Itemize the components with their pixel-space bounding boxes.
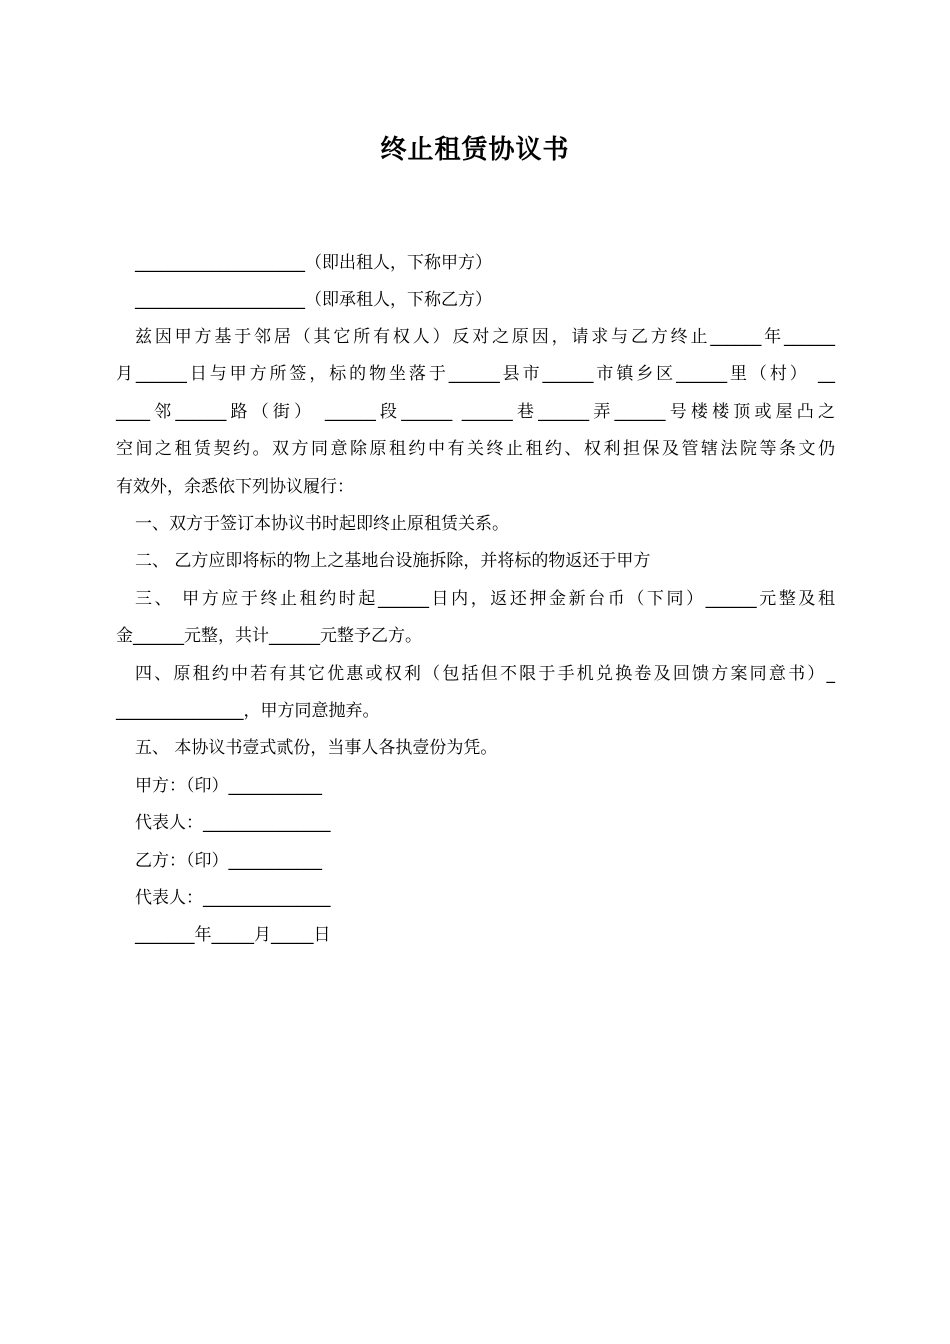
clause-1: 一、双方于签订本协议书时起即终止原租赁关系。 [135, 514, 509, 534]
clause-4-line-1: 四、原租约中若有其它优惠或权利（包括但不限于手机兑换卷及回馈方案同意书）_ [135, 664, 835, 684]
signing-date: _______年_____月_____日 [135, 925, 331, 945]
document-title: 终止租赁协议书 [380, 135, 570, 165]
party-a-representative: 代表人：_______________ [135, 813, 331, 833]
lessor-line: ____________________（即出租人，下称甲方） [135, 253, 492, 273]
clause-3-line-2: 金______元整，共计______元整予乙方。 [116, 626, 422, 646]
party-b-representative: 代表人：_______________ [135, 888, 331, 908]
preamble-line-1: 兹因甲方基于邻居（其它所有权人）反对之原因，请求与乙方终止______年______ [135, 327, 835, 347]
preamble-line-2: 月______日与甲方所签，标的物坐落于______县市______市镇乡区______里（村） __ [116, 364, 835, 384]
preamble-line-4: 空间之租赁契约。双方同意除原租约中有关终止租约、权利担保及管辖法院等条文仍 [116, 439, 835, 459]
preamble-line-5: 有效外，余悉依下列协议履行： [116, 477, 354, 497]
preamble-line-3: ____邻______路（街） ______段______ ______巷______弄______号楼楼顶或屋凸之 [116, 402, 835, 422]
lessee-line: ____________________（即承租人，下称乙方） [135, 290, 492, 310]
party-b-seal: 乙方：（印）___________ [135, 851, 322, 871]
party-a-seal: 甲方：（印）___________ [135, 776, 322, 796]
clause-4-line-2: _______________，甲方同意抛弃。 [116, 701, 380, 721]
clause-3-line-1: 三、 甲方应于终止租约时起______日内，返还押金新台币（下同）______元整及租 [135, 589, 835, 609]
clause-2: 二、 乙方应即将标的物上之基地台设施拆除，并将标的物返还于甲方 [135, 551, 651, 571]
clause-5: 五、 本协议书壹式贰份，当事人各执壹份为凭。 [135, 738, 498, 758]
